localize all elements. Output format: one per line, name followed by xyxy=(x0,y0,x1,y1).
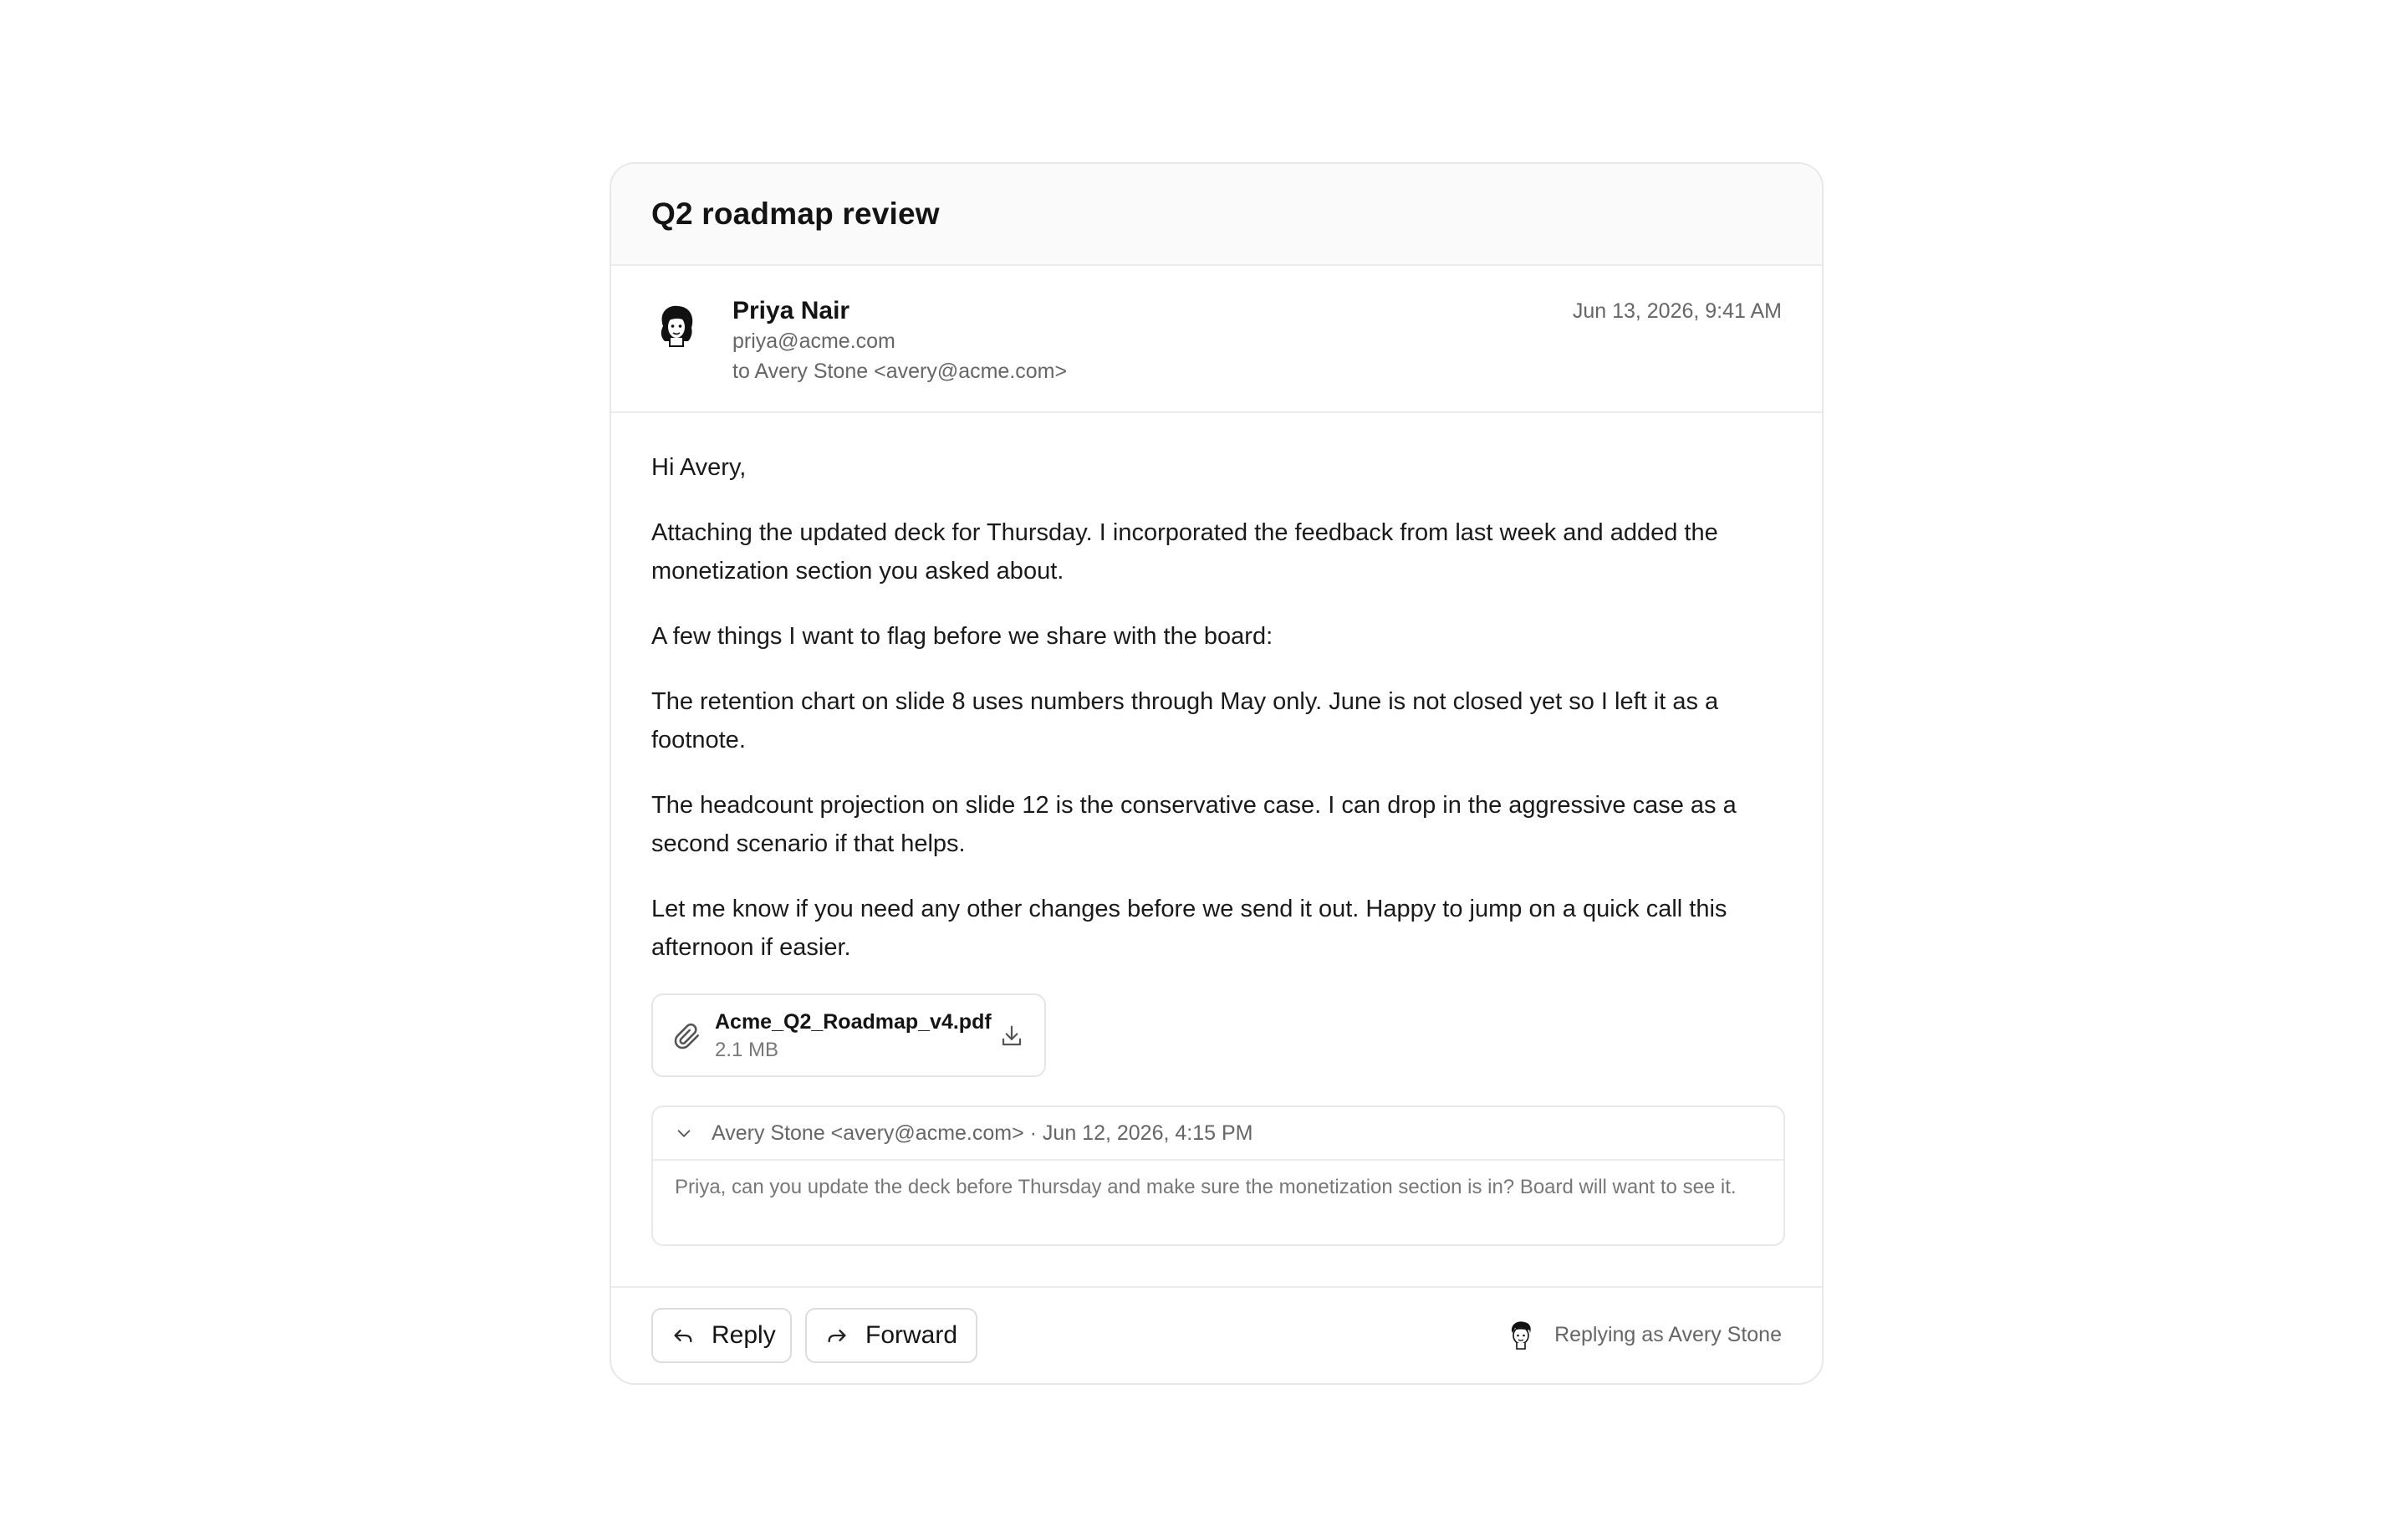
sender-info xyxy=(732,296,1067,386)
email-footer xyxy=(611,1286,1822,1383)
man-avatar-icon xyxy=(1504,1318,1538,1351)
body-paragraph: The retention chart on slide 8 uses numbers through May only. June is not closed yet so I left it as a footnote. xyxy=(651,688,1719,753)
email-timestamp: Jun 13, 2026, 9:41 AM xyxy=(1572,299,1782,323)
reply-arrow-icon xyxy=(671,1324,695,1347)
body-paragraph: Hi Avery, xyxy=(651,454,747,481)
quoted-message-body: Priya, can you update the deck before Thursday and make sure the monetization section is in? Board will want to see it. xyxy=(675,1176,1737,1198)
sender-email[interactable]: priya@acme.com xyxy=(732,329,895,353)
subject-bar xyxy=(611,164,1822,266)
reply-button[interactable] xyxy=(651,1308,792,1363)
attachment-card[interactable] xyxy=(651,993,1046,1077)
replying-as-label: Replying as Avery Stone xyxy=(1554,1322,1782,1346)
body-paragraph: Let me know if you need any other changes before we send it out. Happy to jump on a quick call this afternoon if easier. xyxy=(651,896,1727,961)
sender-header xyxy=(611,266,1822,413)
reply-button-label: Reply xyxy=(712,1321,776,1349)
paperclip-icon xyxy=(673,1022,701,1050)
attachment-size: 2.1 MB xyxy=(715,1039,779,1061)
quoted-message xyxy=(651,1106,1785,1246)
quoted-message-meta: Avery Stone <avery@acme.com> · Jun 12, 2026, 4:15 PM xyxy=(712,1121,1253,1145)
forward-button-label: Forward xyxy=(865,1321,958,1349)
body-paragraph: The headcount projection on slide 12 is the conservative case. I can drop in the aggressive case as a second scenario if that helps. xyxy=(651,792,1737,857)
recipient-line: to Avery Stone <avery@acme.com> xyxy=(732,360,1068,383)
email-card xyxy=(610,162,1824,1385)
woman-avatar-icon xyxy=(651,301,701,351)
quoted-message-header[interactable] xyxy=(653,1107,1783,1161)
body-paragraph: Attaching the updated deck for Thursday. I incorporated the feedback from last week and added the monetization section you asked about. xyxy=(651,519,1718,585)
sender-name[interactable]: Priya Nair xyxy=(732,297,850,324)
forward-arrow-icon xyxy=(825,1324,849,1347)
replying-as-indicator xyxy=(1504,1318,1782,1351)
chevron-down-icon[interactable] xyxy=(675,1124,693,1142)
body-paragraph: A few things I want to flag before we share with the board: xyxy=(651,623,1273,650)
email-body xyxy=(611,413,1822,1246)
attachment-name: Acme_Q2_Roadmap_v4.pdf xyxy=(715,1010,992,1034)
forward-button[interactable] xyxy=(805,1308,977,1363)
email-subject: Q2 roadmap review xyxy=(651,197,940,231)
download-icon[interactable] xyxy=(999,1024,1024,1049)
